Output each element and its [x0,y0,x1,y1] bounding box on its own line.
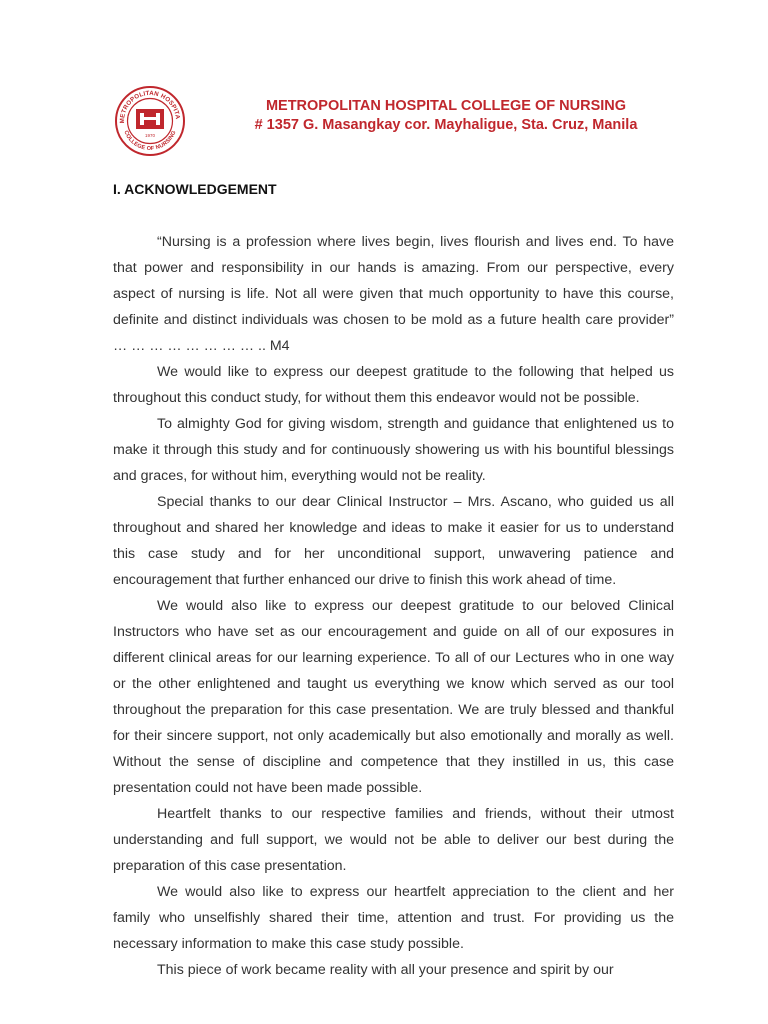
institution-address: # 1357 G. Masangkay cor. Mayhaligue, Sta. Cruz, Manila [254,117,638,133]
document-header [190,97,702,135]
paragraph-closing: This piece of work became reality with all your presence and spirit by our [157,962,614,978]
paragraph-families: Heartfelt thanks to our respective families and friends, without their utmost understanding and full support, we would not be able to deliver our best during the preparation of this case presentation. [113,806,674,874]
seal-text-bottom: COLLEGE OF NURSING [122,129,178,153]
seal-year: 1970 [144,133,156,138]
paragraph-god: To almighty God for giving wisdom, strength and guidance that enlightened us to make it through this study and for continuously showering us with his bountiful blessings and graces, for without him, everything would not be reality. [113,416,674,484]
paragraph-instructors: We would also like to express our deepest gratitude to our beloved Clinical Instructors who have set as our encouragement and guide on all of our exposures in different clinical areas for our learning experience. To all of our Lectures who in one way or the other enlightened and taught us everything we know which served as our tool throughout the preparation for this case presentation. We are truly blessed and thankful for their sincere support, not only academically but also emotionally and morally as well. Without the sense of discipline and competence that they instilled in us, this case presentation could not have been made possible. [113,598,674,796]
paragraph-client: We would also like to express our heartfelt appreciation to the client and her family who unselfishly shared their time, attention and trust. For providing us the necessary information to make this case study possible. [113,884,674,952]
paragraph-gratitude: We would like to express our deepest gratitude to the following that helped us throughout this conduct study, for without them this endeavor would not be possible. [113,364,674,406]
paragraph-clinical-instructor: Special thanks to our dear Clinical Instructor – Mrs. Ascano, who guided us all throughout and shared her knowledge and ideas to make it easier for us to understand this case study and for her unconditional support, unwavering patience and encouragement that further enhanced our drive to finish this work ahead of time. [113,494,674,588]
college-seal-logo [114,85,186,157]
seal-text-top: METROPOLITAN HOSPITA [118,89,182,124]
section-heading: I. ACKNOWLEDGEMENT [113,181,277,197]
section-body [113,229,674,983]
institution-name: METROPOLITAN HOSPITAL COLLEGE OF NURSING [265,98,627,114]
paragraph-quote: “Nursing is a profession where lives begin, lives flourish and lives end. To have that power and responsibility in our hands is amazing. From our perspective, every aspect of nursing is life. Not all were given that much opportunity to have this course, definite and distinct individuals was chosen to be mold as a future health care provider” … … … … … … … … .. M4 [113,234,674,354]
